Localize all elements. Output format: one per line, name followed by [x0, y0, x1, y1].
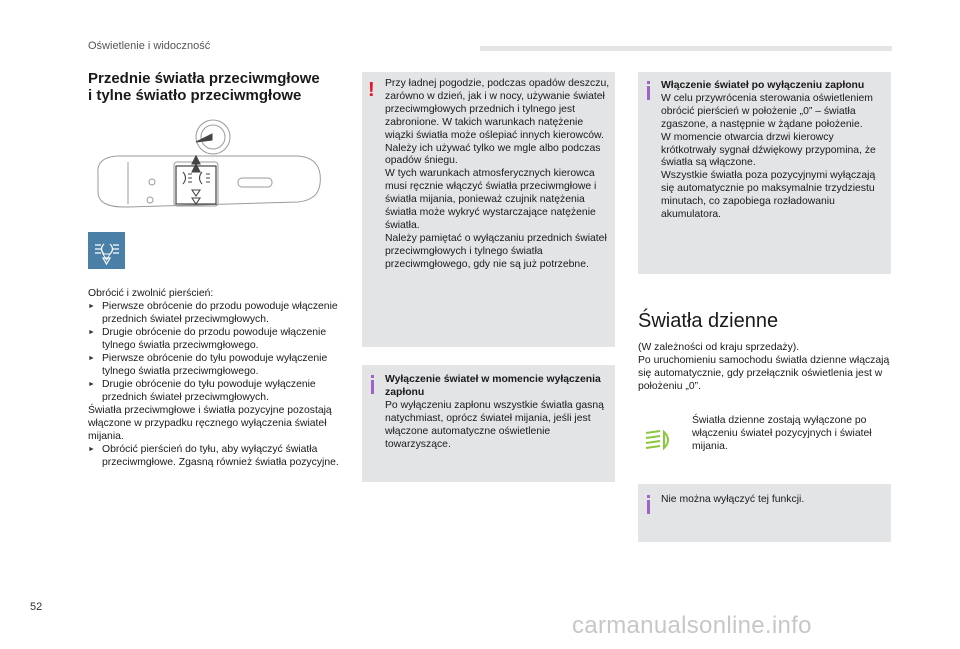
info-box-lights-after-ignition-text: W celu przywrócenia sterowania oświetleniem obrócić pierścień w położenie „0” – światła zgaszone, a następnie w żądane położenie. W momencie otwarcia drzwi kierowcy krótkotrwały sygnał dźwiękowy przypomina, że światła są włączone. Wszystkie światła poza pozycyjnymi wyłączają się automatycznie po maksymalnie trzydziestu minutach, co zapobiega rozładowaniu akumulatora. [661, 92, 876, 221]
fog-heading-line-1: Przednie światła przeciwmgłowe [88, 70, 320, 87]
daytime-lights-text: (W zależności od kraju sprzedaży). Po uruchomieniu samochodu światła dzienne włączają się automatycznie, gdy przełącznik oświetlenia jest w położeniu „0”. [638, 342, 890, 392]
warning-exclamation-icon: ! [368, 79, 375, 101]
info-box-cannot-disable-text: Nie można wyłączyć tej funkcji. [661, 494, 805, 505]
instruction-bullet-2: ► Drugie obrócenie do przodu powoduje włączenie tylnego światła przeciwmgłowego. [88, 326, 350, 352]
section-header-title: Oświetlenie i widoczność [88, 40, 211, 52]
fog-heading-line-2: i tylne światło przeciwmgłowe [88, 87, 302, 104]
info-bar-icon [647, 500, 650, 514]
info-box-lights-after-ignition-title: Włączenie świateł po wyłączeniu zapłonu [661, 80, 865, 91]
fog-lights-heading [88, 70, 348, 104]
info-box-ignition-off-title: Wyłączenie świateł w momencie wyłączenia zapłonu [385, 374, 601, 398]
instruction-bullet-1: ► Pierwsze obrócenie do przodu powoduje włączenie przednich świateł przeciwmgłowych. [88, 300, 350, 326]
instruction-bullet-4: ► Drugie obrócenie do tyłu powoduje wyłączenie przednich świateł przeciwmgłowych. [88, 378, 350, 404]
lighting-stalk-illustration [88, 112, 338, 232]
daytime-lights-heading: Światła dzienne [638, 310, 779, 332]
instruction-bullet-final: ► Obrócić pierścień do tyłu, aby wyłączyć światła przeciwmgłowe. Zgasną również światła pozycyjne. [88, 443, 350, 469]
daytime-lights-off-note: Światła dzienne zostają wyłączone po włączeniu świateł pozycyjnych i świateł mijania. [692, 415, 872, 452]
header-rule [480, 46, 892, 51]
fog-lights-icon [88, 232, 125, 269]
fog-lights-icon-box [88, 232, 125, 269]
instruction-bullet-3: ► Pierwsze obrócenie do tyłu powoduje wyłączenie tylnego światła przeciwmgłowego. [88, 352, 350, 378]
info-box-ignition-off-content [385, 374, 611, 451]
info-bar-icon [647, 86, 650, 100]
daytime-running-lights-icon [644, 428, 674, 452]
warning-text: Przy ładnej pogodzie, podczas opadów deszczu, zarówno w dzień, jak i w nocy, używanie świateł przeciwmgłowych przednich i tylnego jest zabronione. W takich warunkach natężenie wiązki światła może oślepiać innych kierowców. Należy ich używać tylko we mgle albo podczas opadów śniegu. W tych warunkach atmosferycznych kierowca musi ręcznie włączyć światła przeciwmgłowe i światła mijania, ponieważ czujnik natężenia światła może wykryć wystarczające natężenie światła. Należy pamiętać o wyłączaniu przednich świateł przeciwmgłowych i tylnego światła przeciwmgłowego, gdy nie są już potrzebne. [385, 78, 610, 270]
info-box-cannot-disable [638, 484, 891, 542]
info-box-lights-after-ignition-content [661, 80, 887, 222]
info-bar-icon [371, 380, 374, 394]
instruction-note: Światła przeciwmgłowe i światła pozycyjne pozostają włączone w przypadku ręcznego wyłączenia świateł mijania. [88, 405, 332, 442]
info-box-ignition-off-text: Po wyłączeniu zapłonu wszystkie światła gasną natychmiast, oprócz świateł mijania, jeśli jest włączone automatyczne oświetlenie towarzyszące. [385, 399, 604, 450]
fog-lights-instructions [88, 287, 350, 469]
watermark: carmanualsonline.info [572, 612, 812, 639]
page-number: 52 [30, 601, 43, 613]
instructions-intro: Obrócić i zwolnić pierścień: [88, 288, 214, 299]
